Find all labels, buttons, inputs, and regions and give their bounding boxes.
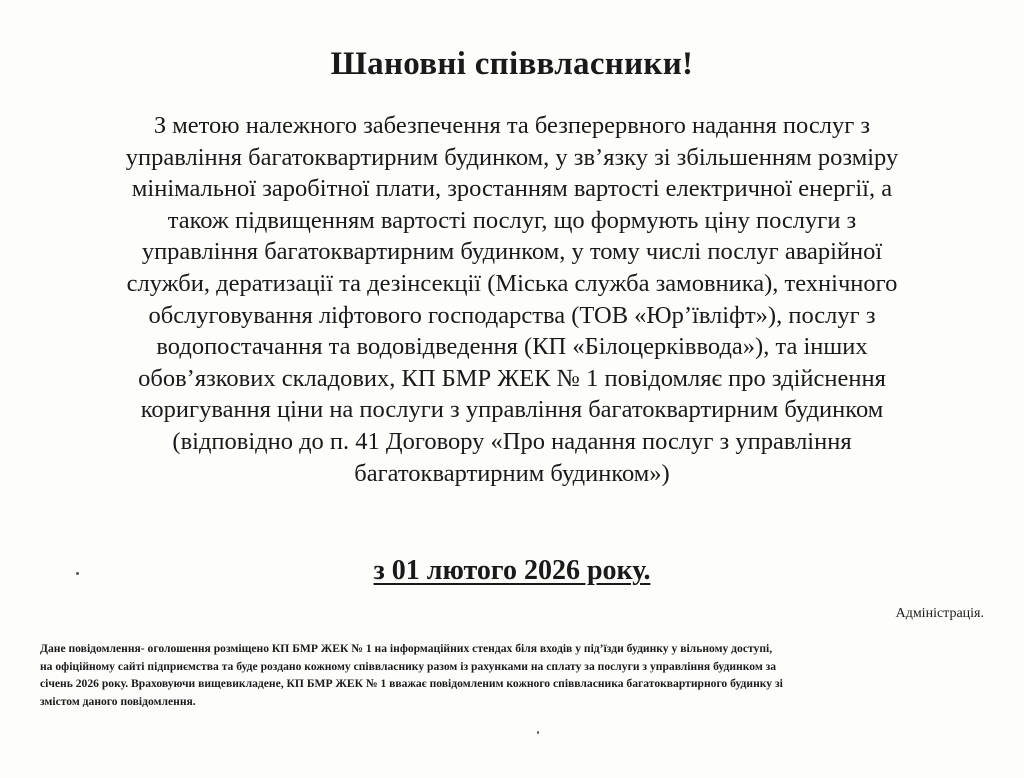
notice-line: січень 2026 року. Враховуючи вищевикладене, КП БМР ЖЕК № 1 вважає повідомленим кожного співвласника багатоквартирного будинку зі	[40, 677, 783, 690]
body-line: (відповідно до п. 41 Договору «Про надання послуг з управління	[172, 427, 852, 455]
body-line: багатоквартирним будинком»)	[354, 459, 670, 487]
body-line: управління багатоквартирним будинком, у тому числі послуг аварійної	[141, 238, 883, 266]
body-line: обслуговування ліфтового господарства (ТОВ «Юр’ївліфт»), послуг з	[148, 301, 876, 329]
announcement-body	[30, 110, 994, 489]
notice-line: Дане повідомлення- оголошення розміщено КП БМР ЖЕК № 1 на інформаційних стендах біля входів у під’їзди будинку у вільному доступі,	[40, 642, 773, 655]
footnote-notice	[40, 640, 990, 710]
body-line: також підвищенням вартості послуг, що формують ціну послуги з	[167, 206, 857, 234]
effective-date-text: з 01 лютого 2026 року.	[373, 555, 651, 586]
body-line: коригування ціни на послуги з управління багатоквартирним будинком	[140, 396, 884, 424]
notice-line: на офіційному сайті підприємства та буде роздано кожному співвласнику разом із рахунками на сплату за послуги з управління будинком за	[40, 659, 777, 673]
signature: Адміністрація.	[895, 606, 984, 621]
body-line: З метою належного забезпечення та безперервного надання послуг з	[153, 112, 871, 139]
body-line: обов’язкових складових, КП БМР ЖЕК № 1 повідомляє про здійснення	[138, 364, 886, 392]
body-line: водопостачання та водовідведення (КП «Білоцерківвода»), та інших	[156, 333, 868, 361]
scan-speck	[537, 731, 539, 734]
page-title: Шановні співвласники!	[330, 46, 694, 82]
body-line: служби, дератизації та дезінсекції (Міська служба замовника), технічного	[126, 269, 898, 297]
notice-line: змістом даного повідомлення.	[40, 694, 196, 708]
effective-date	[0, 555, 1024, 587]
body-line: управління багатоквартирним будинком, у зв’язку зі збільшенням розміру	[125, 143, 899, 171]
scan-speck	[76, 572, 79, 575]
body-line: мінімальної заробітної плати, зростанням вартості електричної енергії, а	[131, 175, 893, 203]
